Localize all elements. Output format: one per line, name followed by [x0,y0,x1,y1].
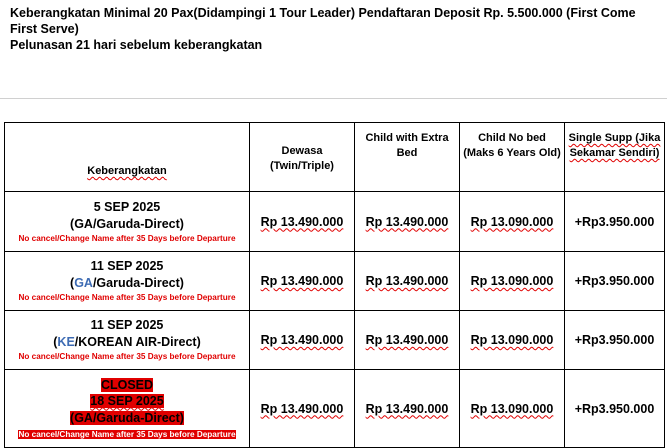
header-line-2: Pelunasan 21 hari sebelum keberangkatan [10,38,263,52]
departure-cell [5,311,250,370]
header-departure: Keberangkatan [5,123,250,192]
price-child-no-bed: Rp 13.090.000 [460,192,565,252]
price-single-supp: +Rp3.950.000 [565,192,665,252]
table-header-row [5,123,665,192]
table-row [5,252,665,311]
price-single-supp: +Rp3.950.000 [565,252,665,311]
price-single-supp: +Rp3.950.000 [565,311,665,370]
fare-table [4,122,665,448]
closed-status: CLOSED [100,377,154,392]
closed-status-line [7,377,247,393]
table-row [5,192,665,252]
price-child-extra-bed: Rp 13.490.000 [355,192,460,252]
departure-date: 5 SEP 2025 [93,199,161,214]
departure-cell [5,252,250,311]
cancellation-note: No cancel/Change Name after 35 Days before Departure [18,233,236,243]
price-child-no-bed: Rp 13.090.000 [460,370,565,448]
cancellation-note: No cancel/Change Name after 35 Days before Departure [18,293,236,302]
cancellation-note-line [7,427,247,441]
airline-route: (GA/Garuda-Direct) [70,216,184,231]
airline-route-line [7,409,247,427]
price-single-supp: +Rp3.950.000 [565,370,665,448]
airline-route: (KE/KOREAN AIR-Direct) [53,335,201,349]
header-adult: Dewasa (Twin/Triple) [250,123,355,192]
price-child-no-bed: Rp 13.090.000 [460,311,565,370]
airline-route: (GA/Garuda-Direct) [70,410,184,425]
price-child-extra-bed: Rp 13.490.000 [355,311,460,370]
price-child-no-bed: Rp 13.090.000 [460,252,565,311]
departure-date-line [7,393,247,409]
header-child-extra-bed: Child with Extra Bed [355,123,460,192]
departure-date: 18 SEP 2025 [90,393,164,408]
table-row [5,311,665,370]
table-row [5,370,665,448]
price-child-extra-bed: Rp 13.490.000 [355,370,460,448]
header-child-no-bed: Child No bed (Maks 6 Years Old) [460,123,565,192]
departure-date: 11 SEP 2025 [90,318,164,332]
cancellation-note: No cancel/Change Name after 35 Days before Departure [18,352,236,361]
price-adult: Rp 13.490.000 [250,252,355,311]
price-adult: Rp 13.490.000 [250,370,355,448]
price-adult: Rp 13.490.000 [250,311,355,370]
cancellation-note: No cancel/Change Name after 35 Days before Departure [18,429,236,439]
header-line-1: Keberangkatan Minimal 20 Pax(Didampingi 1 Tour Leader) Pendaftaran Deposit Rp. 5.500.000 (First Come First Serve) [10,6,636,36]
document-header [10,5,660,53]
price-child-extra-bed: Rp 13.490.000 [355,252,460,311]
departure-cell [5,370,250,448]
departure-date: 11 SEP 2025 [90,259,164,273]
departure-cell [5,192,250,252]
airline-route: (GA/Garuda-Direct) [70,276,184,290]
page-divider [0,98,667,99]
price-adult: Rp 13.490.000 [250,192,355,252]
header-single-supp: Single Supp (Jika Sekamar Sendiri) [565,123,665,192]
